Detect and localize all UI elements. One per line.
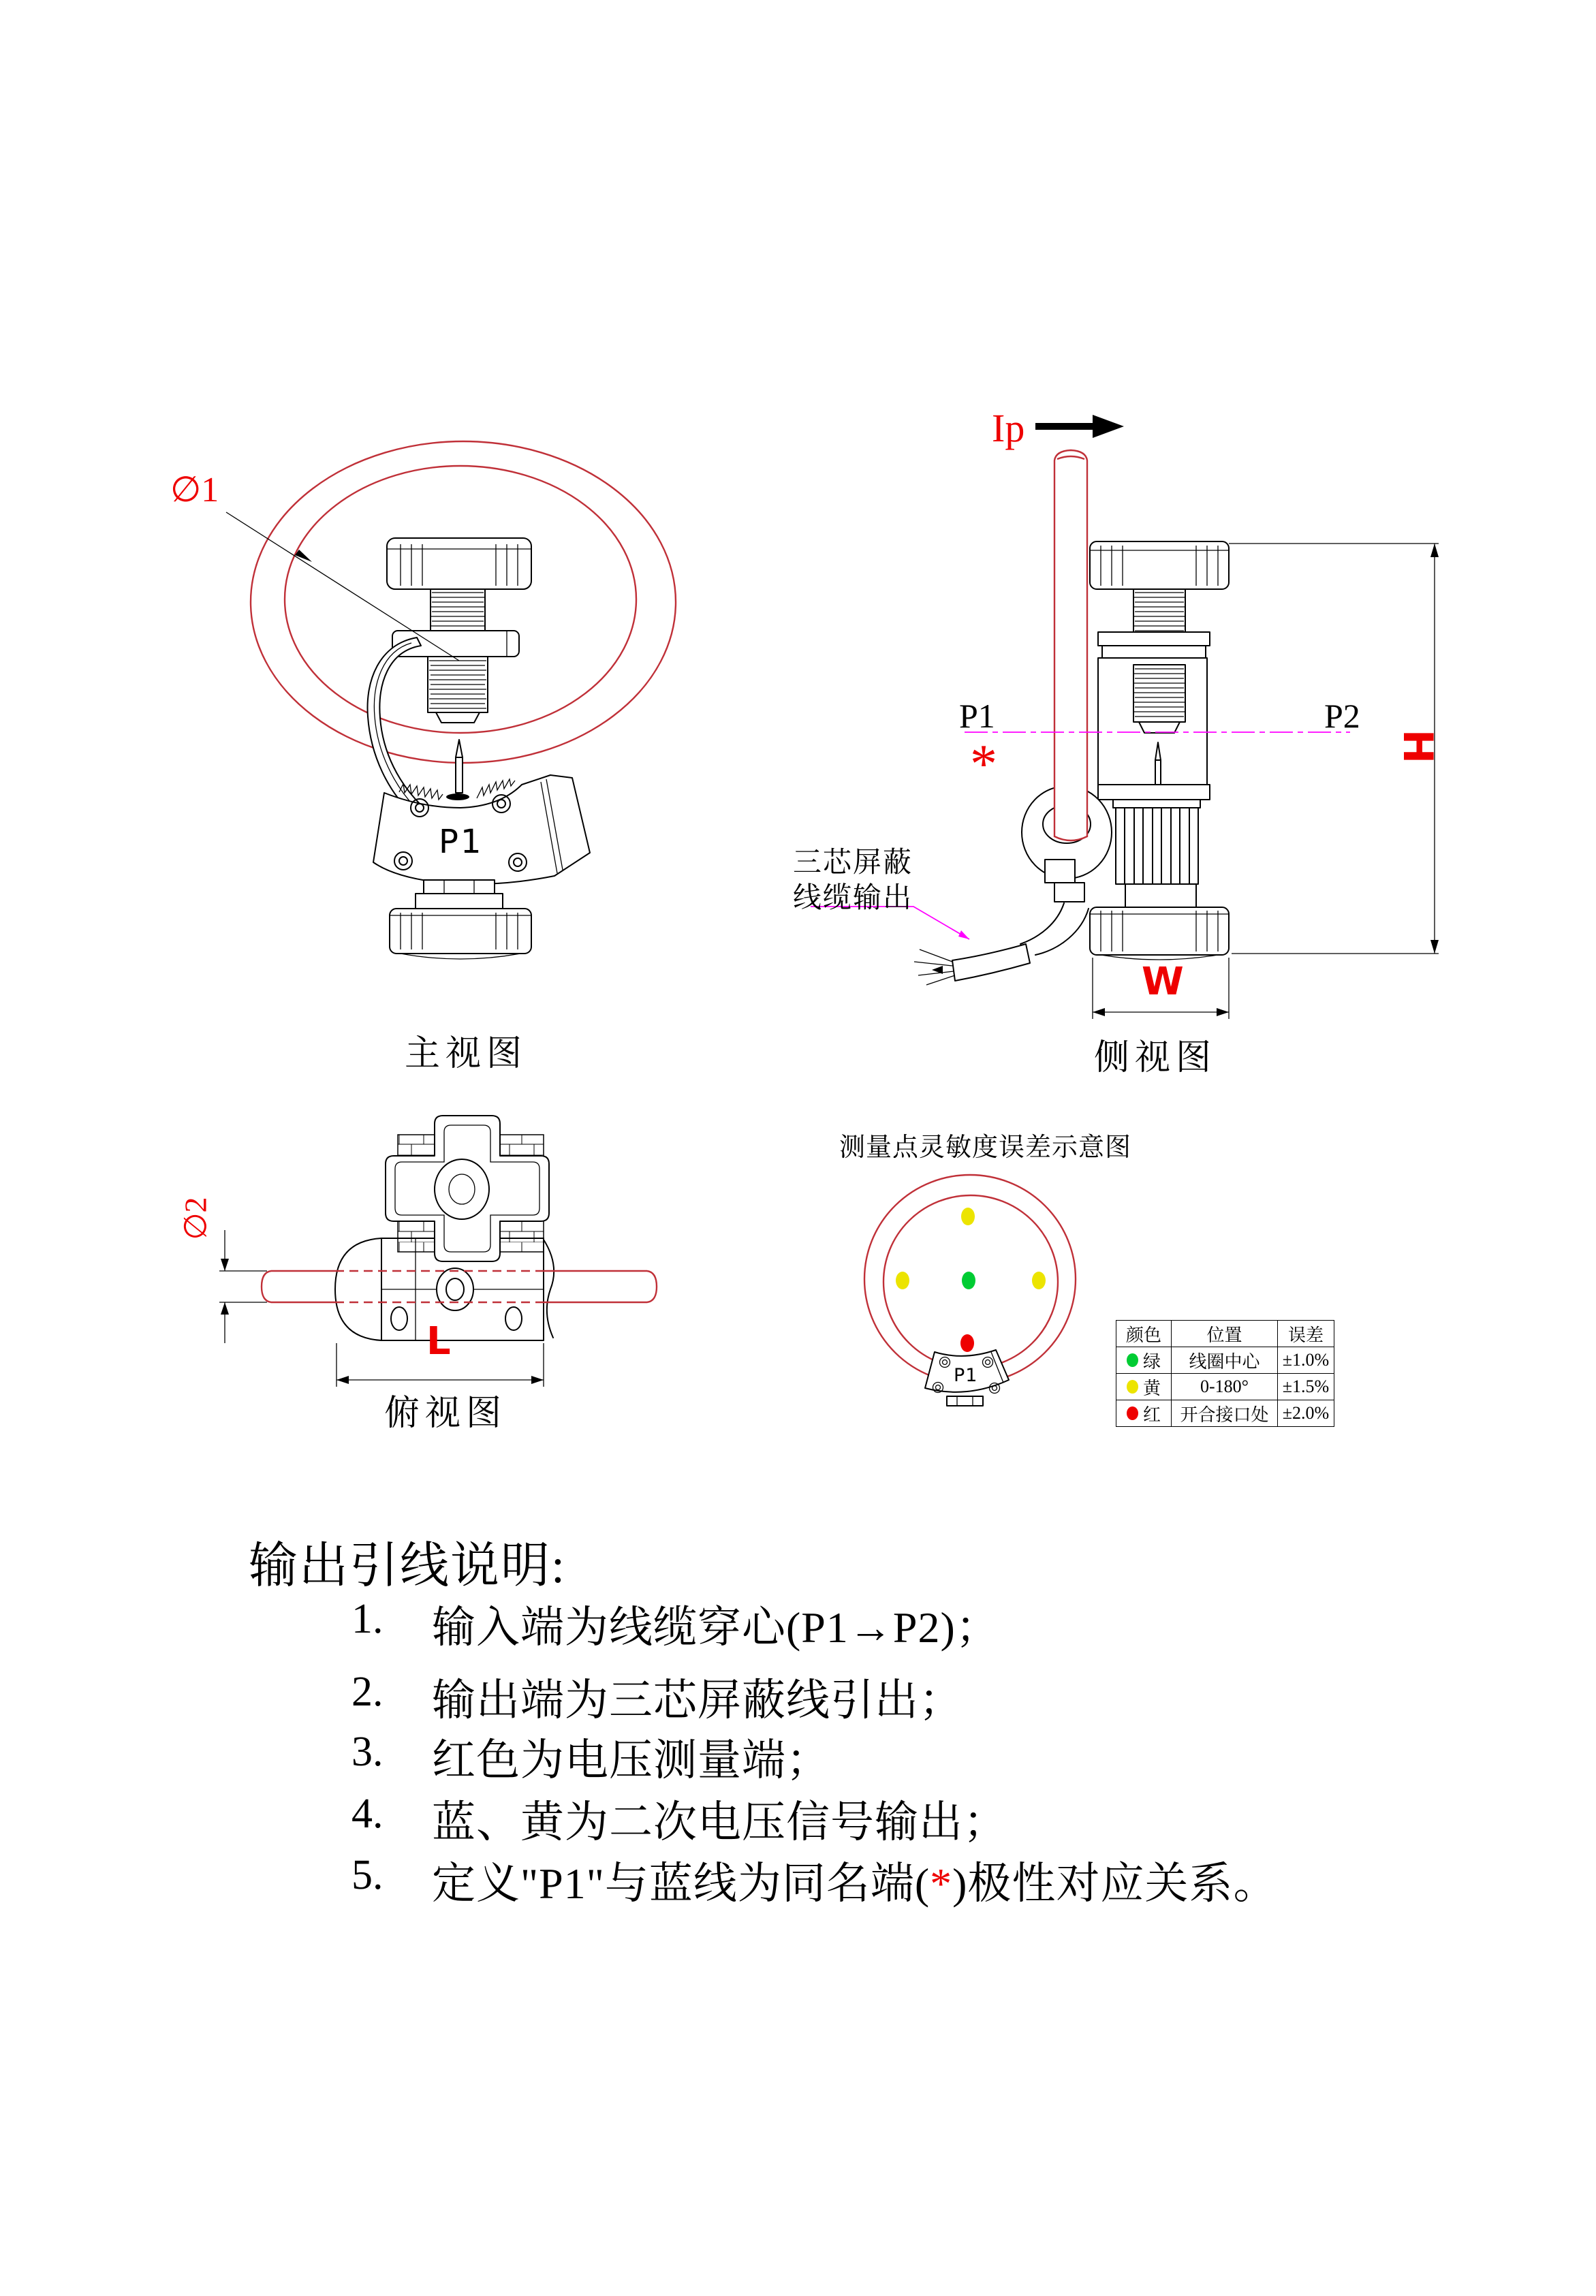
note-5-number: 5.: [351, 1852, 384, 1898]
row-position: 0-180°: [1172, 1374, 1278, 1400]
col-header-color: 颜色: [1116, 1321, 1172, 1347]
top-view-caption: 俯视图: [384, 1394, 507, 1433]
note-3-text: 红色为电压测量端；: [432, 1736, 830, 1784]
polarity-star-mark: *: [970, 734, 997, 794]
note-3-number: 3.: [351, 1729, 384, 1775]
current-direction-arrow: [1035, 415, 1124, 438]
note-5-star: *: [930, 1859, 953, 1908]
note-5-text: [432, 1849, 1277, 1911]
sense-wedge-p1-label: P1: [954, 1365, 978, 1386]
col-header-position: 位置: [1172, 1321, 1278, 1347]
row-error: ±2.0%: [1278, 1400, 1334, 1427]
yellow-dot-icon: [1127, 1380, 1138, 1394]
length-dim-label: L: [426, 1319, 451, 1364]
row-color-name: 黄: [1142, 1378, 1161, 1398]
dot-red-gap: [960, 1334, 974, 1352]
table-row: [1116, 1400, 1334, 1427]
side-p1-label: P1: [959, 697, 995, 735]
table-header-row: [1116, 1321, 1334, 1347]
measurement-point-dots: [896, 1208, 1046, 1289]
red-dot-icon: [1127, 1406, 1138, 1420]
note-5-text-before: 定义"P1"与蓝线为同名端(: [432, 1859, 930, 1908]
top-dia-label: ∅2: [178, 1197, 213, 1240]
row-error: ±1.5%: [1278, 1374, 1334, 1400]
width-dim-label: W: [1142, 960, 1184, 1004]
note-5-text-after: )极性对应关系。: [952, 1859, 1278, 1908]
cable-note-line2: 线缆输出: [793, 883, 913, 914]
dot-yellow-right: [1032, 1272, 1046, 1289]
note-4-text: 蓝、黄为二次电压信号输出；: [432, 1798, 1007, 1846]
table-row: [1116, 1347, 1334, 1374]
col-header-error: 误差: [1278, 1321, 1334, 1347]
primary-conductor-rod: [1054, 450, 1087, 840]
row-error: ±1.0%: [1278, 1347, 1334, 1374]
table-row: [1116, 1374, 1334, 1400]
front-view-drawing: [226, 441, 676, 959]
front-dia-label: ∅1: [170, 471, 219, 509]
note-1-number: 1.: [351, 1596, 384, 1642]
output-cable: [914, 903, 1089, 985]
side-p2-label: P2: [1324, 697, 1360, 735]
side-view-caption: 侧视图: [1094, 1039, 1217, 1078]
note-4-number: 4.: [351, 1791, 384, 1837]
row-position: 开合接口处: [1172, 1400, 1278, 1427]
row-position: 线圈中心: [1172, 1347, 1278, 1374]
dot-yellow-top: [961, 1208, 975, 1225]
sensitivity-title: 测量点灵敏度误差示意图: [839, 1133, 1132, 1162]
ip-current-label: Ip: [992, 406, 1025, 450]
note-1-text: 输入端为线缆穿心(P1→P2)；: [432, 1603, 1000, 1652]
dot-green-center: [962, 1272, 975, 1289]
front-jaw-p1-label: P1: [439, 823, 484, 861]
front-clamp-device: [368, 538, 590, 959]
height-dim-label: H: [1394, 729, 1442, 764]
row-color-name: 红: [1142, 1404, 1161, 1425]
green-dot-icon: [1127, 1353, 1138, 1367]
sensitivity-error-table: [1116, 1320, 1334, 1427]
note-2-text: 输出端为三芯屏蔽线引出；: [432, 1676, 963, 1725]
dia2-dimension: [219, 1230, 267, 1343]
note-2-number: 2.: [351, 1669, 384, 1715]
cable-note-line1: 三芯屏蔽: [793, 847, 913, 879]
front-view-caption: 主视图: [405, 1035, 528, 1073]
row-color-name: 绿: [1142, 1351, 1161, 1372]
dot-yellow-left: [896, 1272, 909, 1289]
notes-title: 输出引线说明:: [249, 1539, 567, 1593]
